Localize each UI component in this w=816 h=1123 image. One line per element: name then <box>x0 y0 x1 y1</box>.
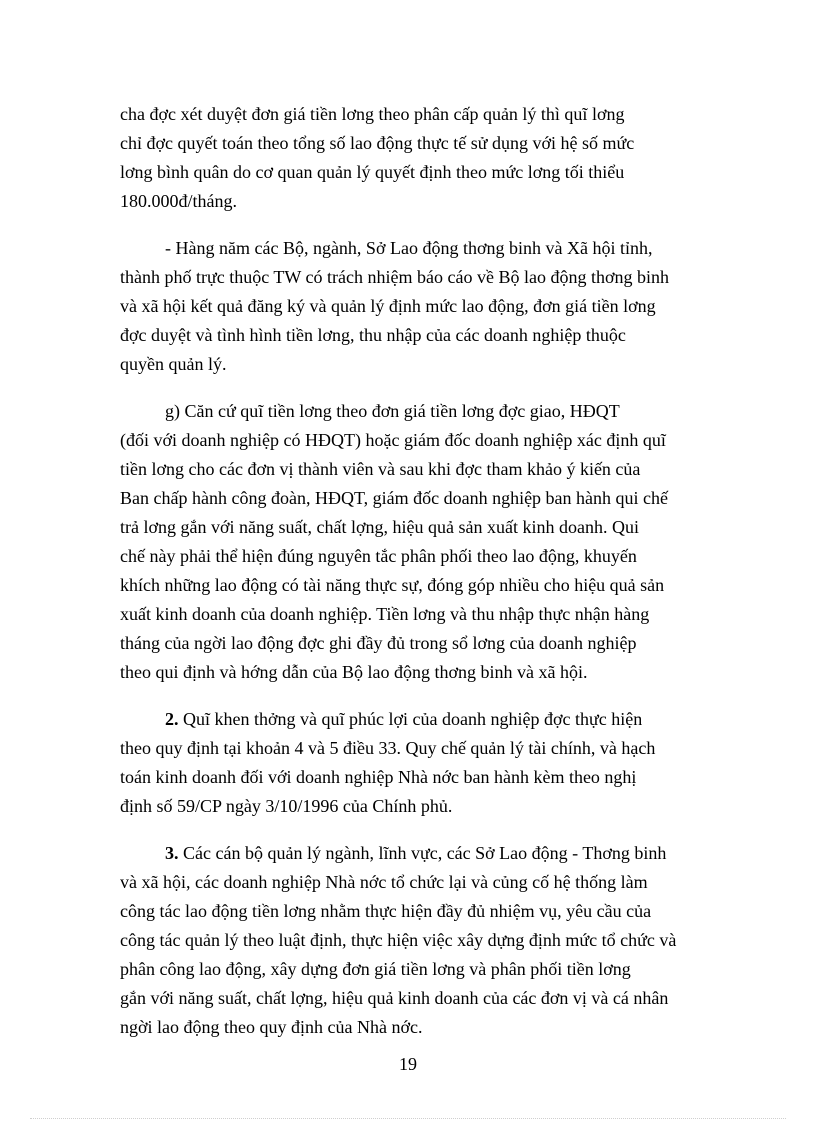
footer-divider <box>30 1118 786 1119</box>
text-line <box>120 839 698 868</box>
text-line: trả lơng gắn với năng suất, chất lợng, hiệu quả sản xuất kinh doanh. Qui <box>120 517 639 537</box>
text-line-content: Quĩ khen thởng và quĩ phúc lợi của doanh nghiệp đợc thực hiện <box>178 709 643 729</box>
text-line: phân công lao động, xây dựng đơn giá tiền lơng và phân phối tiền lơng <box>120 959 631 979</box>
text-line: Ban chấp hành công đoàn, HĐQT, giám đốc doanh nghiệp ban hành qui chế <box>120 488 669 508</box>
text-line: lơng bình quân do cơ quan quản lý quyết định theo mức lơng tối thiểu <box>120 162 625 182</box>
text-line: và xã hội, các doanh nghiệp Nhà nớc tổ chức lại và củng cố hệ thống làm <box>120 872 648 892</box>
text-line: tháng của ngời lao động đợc ghi đầy đủ trong sổ lơng của doanh nghiệp <box>120 633 637 653</box>
text-line: - Hàng năm các Bộ, ngành, Sở Lao động thơng binh và Xã hội tỉnh, <box>165 238 653 258</box>
text-line: ngời lao động theo quy định của Nhà nớc. <box>120 1017 423 1037</box>
text-line: cha đợc xét duyệt đơn giá tiền lơng theo phân cấp quản lý thì quĩ lơng <box>120 104 625 124</box>
text-line: gắn với năng suất, chất lợng, hiệu quả kinh doanh của các đơn vị và cá nhân <box>120 988 669 1008</box>
text-line: (đối với doanh nghiệp có HĐQT) hoặc giám đốc doanh nghiệp xác định quĩ <box>120 430 666 450</box>
paragraph-5 <box>120 839 698 1042</box>
text-line: định số 59/CP ngày 3/10/1996 của Chính phủ. <box>120 796 453 816</box>
text-line: 180.000đ/tháng. <box>120 191 237 211</box>
text-line: chỉ đợc quyết toán theo tổng số lao động thực tế sử dụng với hệ số mức <box>120 133 635 153</box>
text-line: g) Căn cứ quĩ tiền lơng theo đơn giá tiền lơng đợc giao, HĐQT <box>165 401 620 421</box>
section-number: 3. <box>165 843 179 863</box>
text-line: toán kinh doanh đối với doanh nghiệp Nhà nớc ban hành kèm theo nghị <box>120 767 637 787</box>
text-line: tiền lơng cho các đơn vị thành viên và sau khi đợc tham khảo ý kiến của <box>120 459 641 479</box>
text-line-content: Các cán bộ quản lý ngành, lĩnh vực, các Sở Lao động - Thơng binh <box>178 843 667 863</box>
text-line: theo quy định tại khoản 4 và 5 điều 33. Quy chế quản lý tài chính, và hạch <box>120 738 656 758</box>
paragraph-2 <box>120 234 698 379</box>
text-line: và xã hội kết quả đăng ký và quản lý định mức lao động, đơn giá tiền lơng <box>120 296 656 316</box>
text-line: công tác lao động tiền lơng nhằm thực hiện đầy đủ nhiệm vụ, yêu cầu của <box>120 901 652 921</box>
text-line: xuất kinh doanh của doanh nghiệp. Tiền lơng và thu nhập thực nhận hàng <box>120 604 650 624</box>
text-line <box>120 705 698 734</box>
text-line: đợc duyệt và tình hình tiền lơng, thu nhập của các doanh nghiệp thuộc <box>120 325 626 345</box>
text-line: chế này phải thể hiện đúng nguyên tắc phân phối theo lao động, khuyến <box>120 546 637 566</box>
document-body <box>120 100 698 1060</box>
text-line: thành phố trực thuộc TW có trách nhiệm báo cáo về Bộ lao động thơng binh <box>120 267 669 287</box>
paragraph-4 <box>120 705 698 821</box>
text-line: quyền quản lý. <box>120 354 227 374</box>
text-line: công tác quản lý theo luật định, thực hiện việc xây dựng định mức tổ chức và <box>120 930 677 950</box>
paragraph-1 <box>120 100 698 216</box>
page-number: 19 <box>399 1054 417 1074</box>
section-number: 2. <box>165 709 179 729</box>
text-line: khích những lao động có tài năng thực sự, đóng góp nhiều cho hiệu quả sản <box>120 575 665 595</box>
text-line: theo qui định và hớng dẫn của Bộ lao động thơng binh và xã hội. <box>120 662 588 682</box>
paragraph-3 <box>120 397 698 687</box>
